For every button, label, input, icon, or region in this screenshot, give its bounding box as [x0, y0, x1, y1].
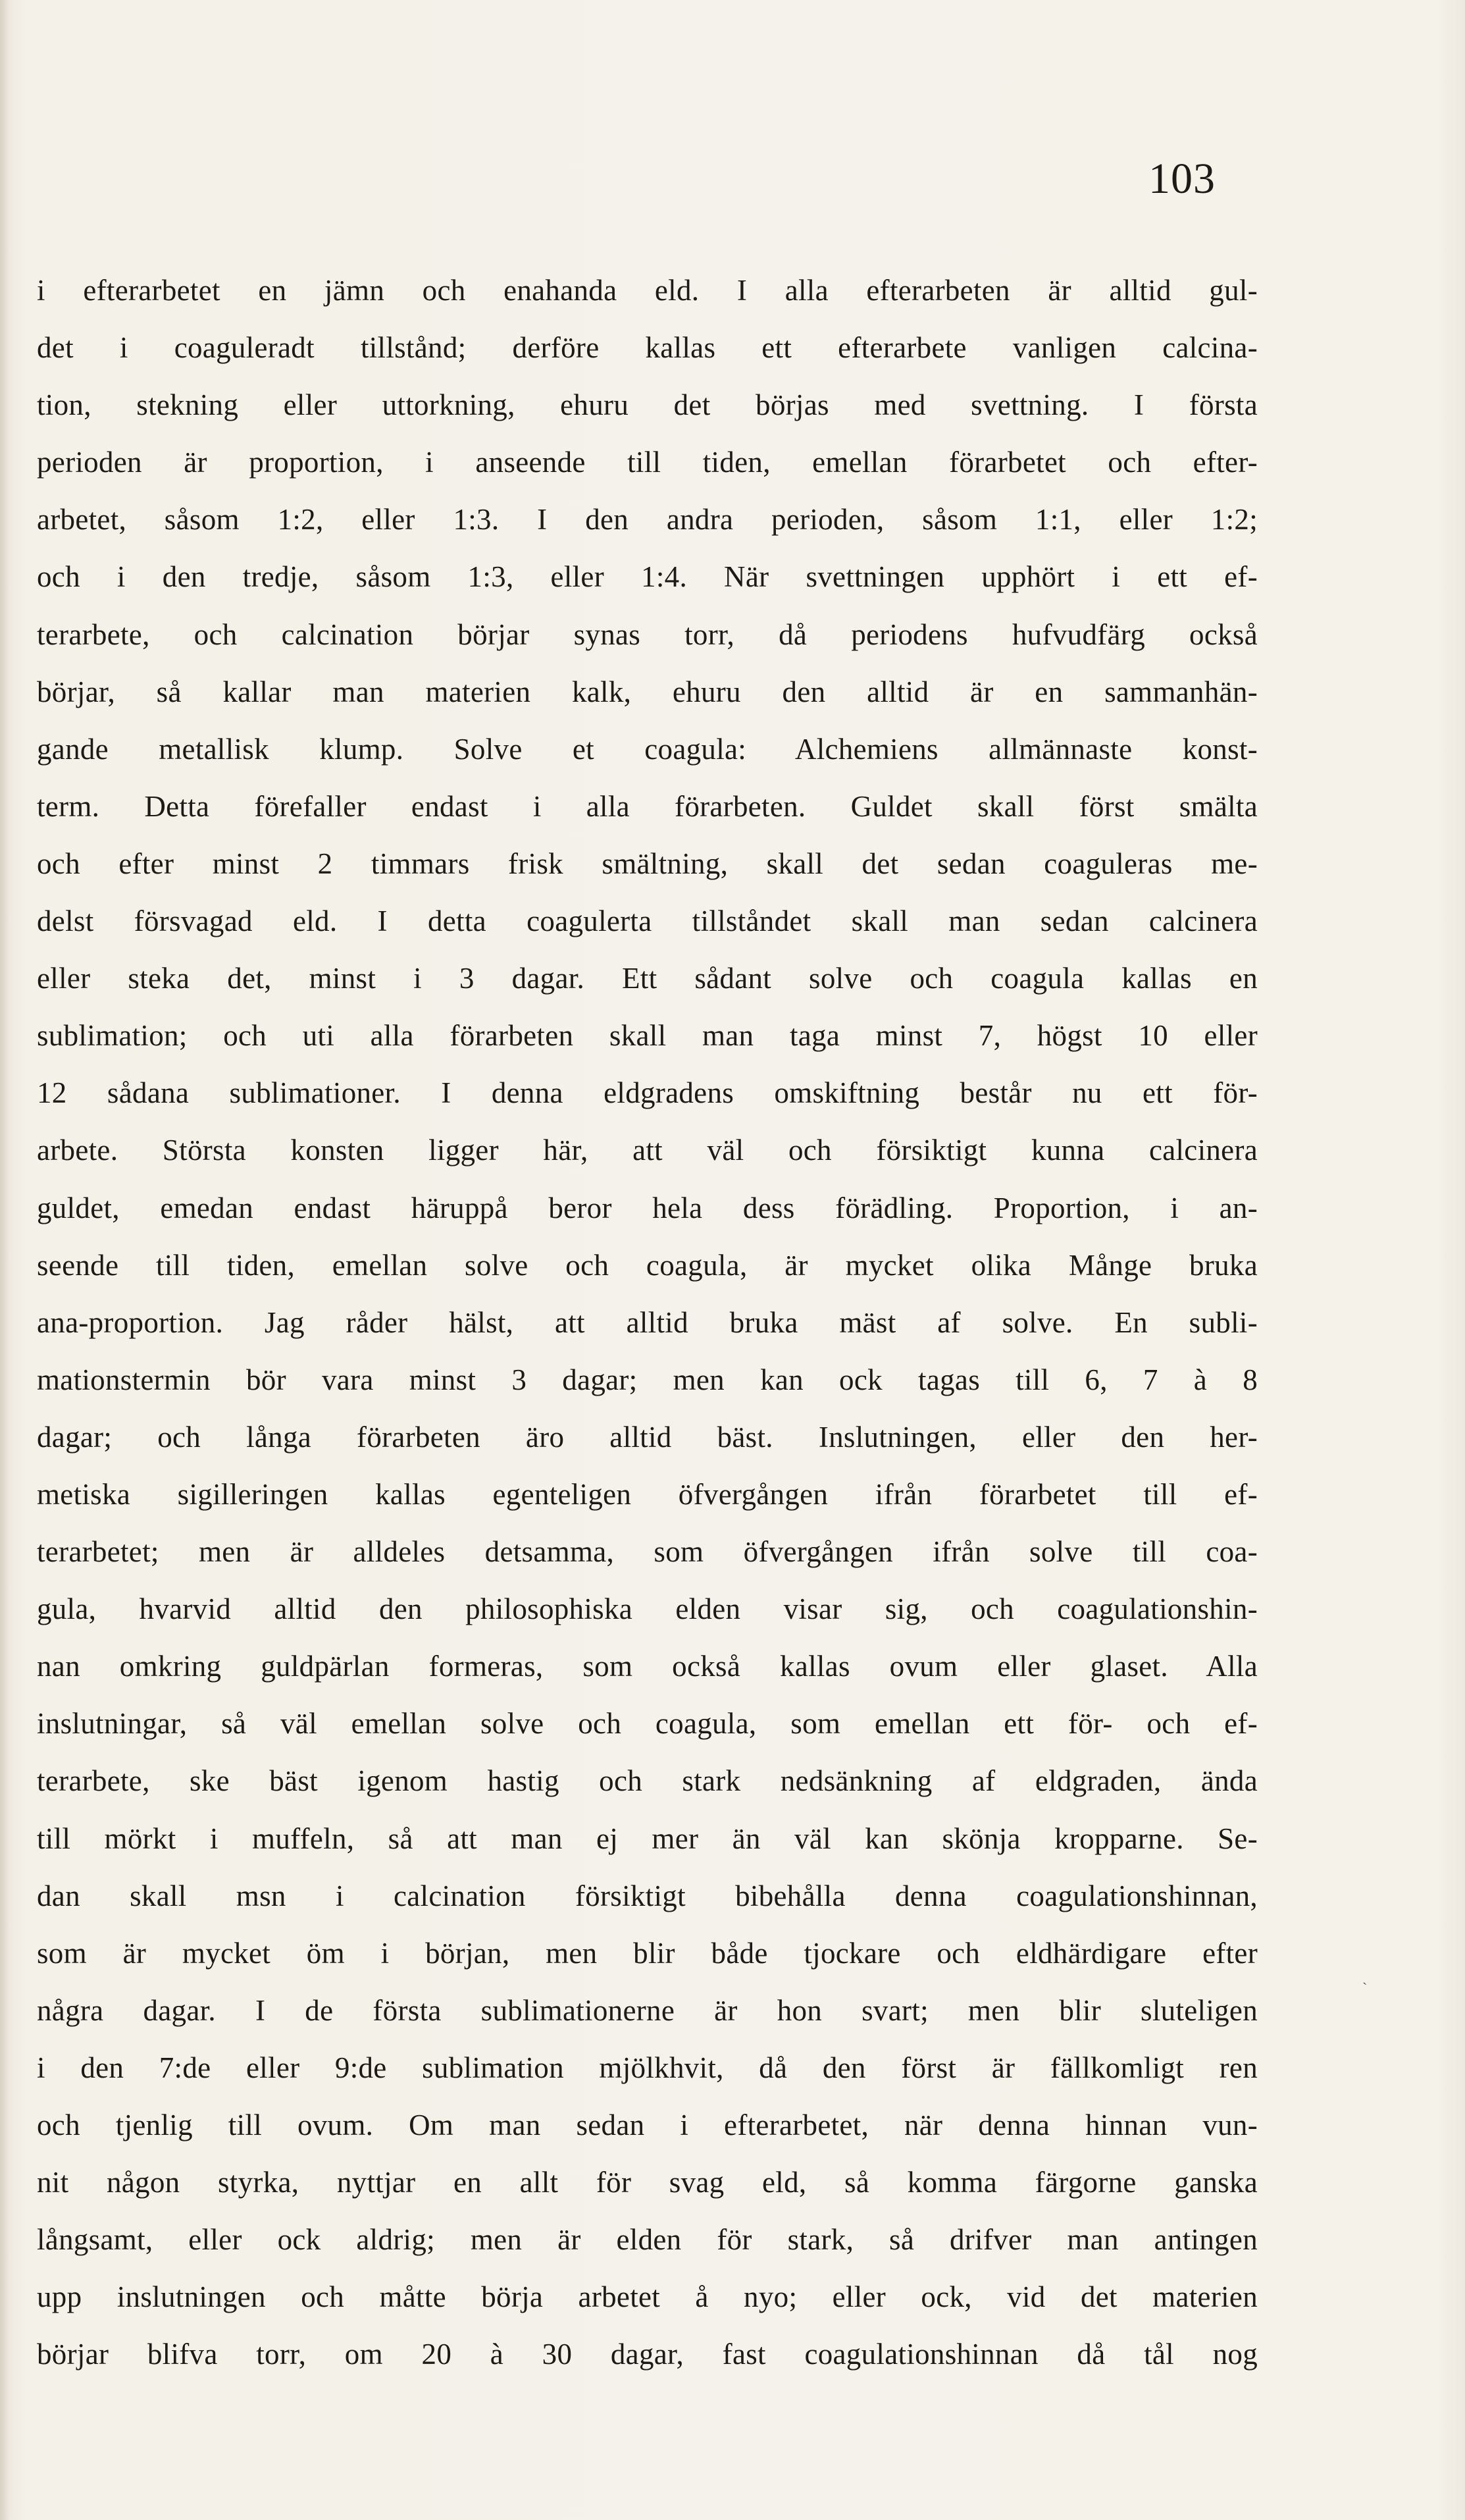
text-line: tion, stekning eller uttorkning, ehuru det börjas med svettning. I första — [37, 388, 1258, 422]
text-line: långsamt, eller ock aldrig; men är elden för stark, så drifver man antingen — [37, 2223, 1258, 2257]
text-line: och i den tredje, såsom 1:3, eller 1:4. När svettningen upphört i ett ef- — [37, 560, 1258, 594]
text-line: som är mycket öm i början, men blir både tjockare och eldhärdigare efter — [37, 1936, 1258, 1970]
text-line: gula, hvarvid alltid den philosophiska elden visar sig, och coagulationshin- — [37, 1592, 1258, 1626]
text-line: i efterarbetet en jämn och enahanda eld. I alla efterarbeten är alltid gul- — [37, 274, 1258, 307]
text-line: i den 7:de eller 9:de sublimation mjölkhvit, då den först är fällkomligt ren — [37, 2051, 1258, 2084]
body-text — [37, 262, 1258, 2383]
text-line: dagar; och långa förarbeten äro alltid bäst. Inslutningen, eller den her- — [37, 1420, 1258, 1454]
text-line: terarbete, ske bäst igenom hastig och stark nedsänkning af eldgraden, ända — [37, 1764, 1258, 1798]
text-line: dan skall msn i calcination försiktigt bibehålla denna coagulationshinnan, — [37, 1879, 1258, 1912]
text-line: och efter minst 2 timmars frisk smältning, skall det sedan coaguleras me- — [37, 847, 1258, 880]
text-line: terarbete, och calcination börjar synas torr, då periodens hufvudfärg också — [37, 617, 1258, 651]
text-line: inslutningar, så väl emellan solve och coagula, som emellan ett för- och ef- — [37, 1707, 1258, 1741]
text-line: till mörkt i muffeln, så att man ej mer än väl kan skönja kropparne. Se- — [37, 1822, 1258, 1855]
text-line: eller steka det, minst i 3 dagar. Ett sådant solve och coagula kallas en — [37, 962, 1258, 995]
text-line: nan omkring guldpärlan formeras, som också kallas ovum eller glaset. Alla — [37, 1650, 1258, 1683]
text-line: metiska sigilleringen kallas egenteligen öfvergången ifrån förarbetet till ef- — [37, 1477, 1258, 1511]
text-line: börjar, så kallar man materien kalk, ehuru den alltid är en sammanhän- — [37, 675, 1258, 708]
text-line: delst försvagad eld. I detta coagulerta tillståndet skall man sedan calcinera — [37, 905, 1258, 938]
text-line: nit någon styrka, nyttjar en allt för svag eld, så komma färgorne ganska — [37, 2166, 1258, 2199]
text-line: det i coaguleradt tillstånd; derföre kallas ett efterarbete vanligen calcina- — [37, 331, 1258, 365]
text-line: guldet, emedan endast häruppå beror hela dess förädling. Proportion, i an- — [37, 1191, 1258, 1224]
text-line: och tjenlig till ovum. Om man sedan i efterarbetet, när denna hinnan vun- — [37, 2109, 1258, 2141]
text-line: ana-proportion. Jag råder hälst, att alltid bruka mäst af solve. En subli- — [37, 1305, 1258, 1339]
stray-mark: ˎ — [1362, 1968, 1368, 1985]
text-line: seende till tiden, emellan solve och coagula, är mycket olika Månge bruka — [37, 1248, 1258, 1282]
page-edge-shadow — [0, 0, 9, 2520]
text-line: term. Detta förefaller endast i alla förarbeten. Guldet skall först smälta — [37, 789, 1258, 823]
text-line: 12 sådana sublimationer. I denna eldgradens omskiftning består nu ett för- — [37, 1076, 1258, 1110]
text-line: perioden är proportion, i anseende till tiden, emellan förarbetet och efter- — [37, 446, 1258, 479]
text-line: börjar blifva torr, om 20 à 30 dagar, fast coagulationshinnan då tål nog — [37, 2338, 1258, 2371]
text-line: gande metallisk klump. Solve et coagula: Alchemiens allmännaste konst- — [37, 732, 1258, 766]
text-line: mationstermin bör vara minst 3 dagar; men kan ock tagas till 6, 7 à 8 — [37, 1363, 1258, 1396]
text-line: arbetet, såsom 1:2, eller 1:3. I den andra perioden, såsom 1:1, eller 1:2; — [37, 503, 1258, 537]
text-line: sublimation; och uti alla förarbeten skall man taga minst 7, högst 10 eller — [37, 1019, 1258, 1053]
page-number: 103 — [1148, 155, 1216, 203]
text-line: terarbetet; men är alldeles detsamma, som öfvergången ifrån solve till coa- — [37, 1535, 1258, 1569]
text-line: arbete. Största konsten ligger här, att väl och försiktigt kunna calcinera — [37, 1134, 1258, 1167]
text-line: upp inslutningen och måtte börja arbetet å nyo; eller ock, vid det materien — [37, 2280, 1258, 2314]
text-line: några dagar. I de första sublimationerne är hon svart; men blir sluteligen — [37, 1993, 1258, 2027]
